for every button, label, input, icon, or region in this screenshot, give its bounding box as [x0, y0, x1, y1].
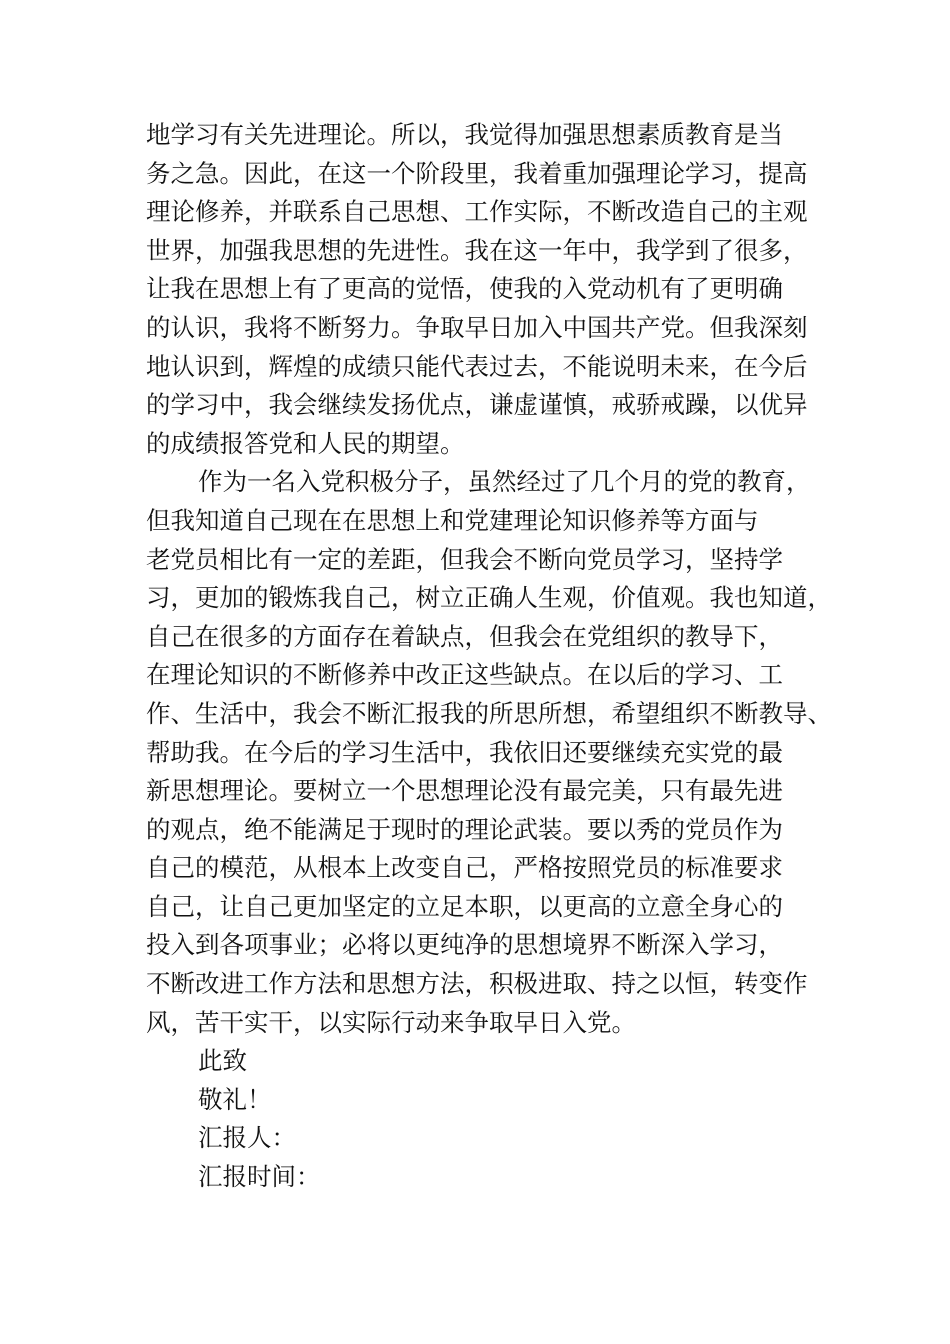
paragraph-line: 风，苦干实干，以实际行动来争取早日入党。: [146, 1007, 636, 1037]
paragraph-line: 作为一名入党积极分子，虽然经过了几个月的党的教育，: [198, 467, 811, 497]
paragraph-line: 的成绩报答党和人民的期望。: [146, 428, 465, 458]
paragraph-line: 的学习中，我会继续发扬优点，谦虚谨慎，戒骄戒躁，以优异: [146, 390, 808, 420]
paragraph-line: 新思想理论。要树立一个思想理论没有最完美，只有最先进: [146, 776, 783, 806]
regards: 敬礼！: [198, 1084, 272, 1114]
paragraph-line: 理论修养，并联系自己思想、工作实际，不断改造自己的主观: [146, 197, 808, 227]
paragraph-line: 自己，让自己更加坚定的立足本职，以更高的立意全身心的: [146, 891, 783, 921]
paragraph-line: 自己的模范，从根本上改变自己，严格按照党员的标准要求: [146, 853, 783, 883]
paragraph-line: 的认识，我将不断努力。争取早日加入中国共产党。但我深刻: [146, 312, 808, 342]
paragraph-2: [146, 463, 832, 1042]
paragraph-line: 地学习有关先进理论。所以，我觉得加强思想素质教育是当: [146, 120, 783, 149]
paragraph-line: 老党员相比有一定的差距，但我会不断向党员学习，坚持学: [146, 544, 783, 574]
paragraph-line: 的观点，绝不能满足于现时的理论武装。要以秀的党员作为: [146, 814, 783, 844]
document-body: [146, 116, 832, 1197]
report-time-label: 汇报时间：: [198, 1162, 321, 1192]
paragraph-line: 务之急。因此，在这一个阶段里，我着重加强理论学习，提高: [146, 158, 808, 188]
paragraph-line: 在理论知识的不断修养中改正这些缺点。在以后的学习、工: [146, 660, 783, 690]
paragraph-line: 习，更加的锻炼我自己，树立正确人生观，价值观。我也知道，: [146, 583, 832, 613]
paragraph-line: 作、生活中，我会不断汇报我的所思所想，希望组织不断教导、: [146, 698, 832, 728]
closing-block: [146, 1042, 826, 1196]
paragraph-line: 世界，加强我思想的先进性。我在这一年中，我学到了很多，: [146, 235, 808, 265]
paragraph-line: 让我在思想上有了更高的觉悟，使我的入党动机有了更明确: [146, 274, 783, 304]
paragraph-1: [146, 116, 826, 463]
paragraph-line: 但我知道自己现在在思想上和党建理论知识修养等方面与: [146, 505, 759, 535]
salutation: 此致: [198, 1046, 247, 1076]
paragraph-line: 自己在很多的方面存在着缺点，但我会在党组织的教导下，: [146, 621, 783, 651]
paragraph-line: 帮助我。在今后的学习生活中，我依旧还要继续充实党的最: [146, 737, 783, 767]
paragraph-line: 不断改进工作方法和思想方法，积极进取、持之以恒，转变作: [146, 969, 808, 999]
paragraph-line: 地认识到，辉煌的成绩只能代表过去，不能说明未来，在今后: [146, 351, 808, 381]
paragraph-line: 投入到各项事业；必将以更纯净的思想境界不断深入学习，: [146, 930, 783, 960]
reporter-label: 汇报人：: [198, 1123, 296, 1153]
